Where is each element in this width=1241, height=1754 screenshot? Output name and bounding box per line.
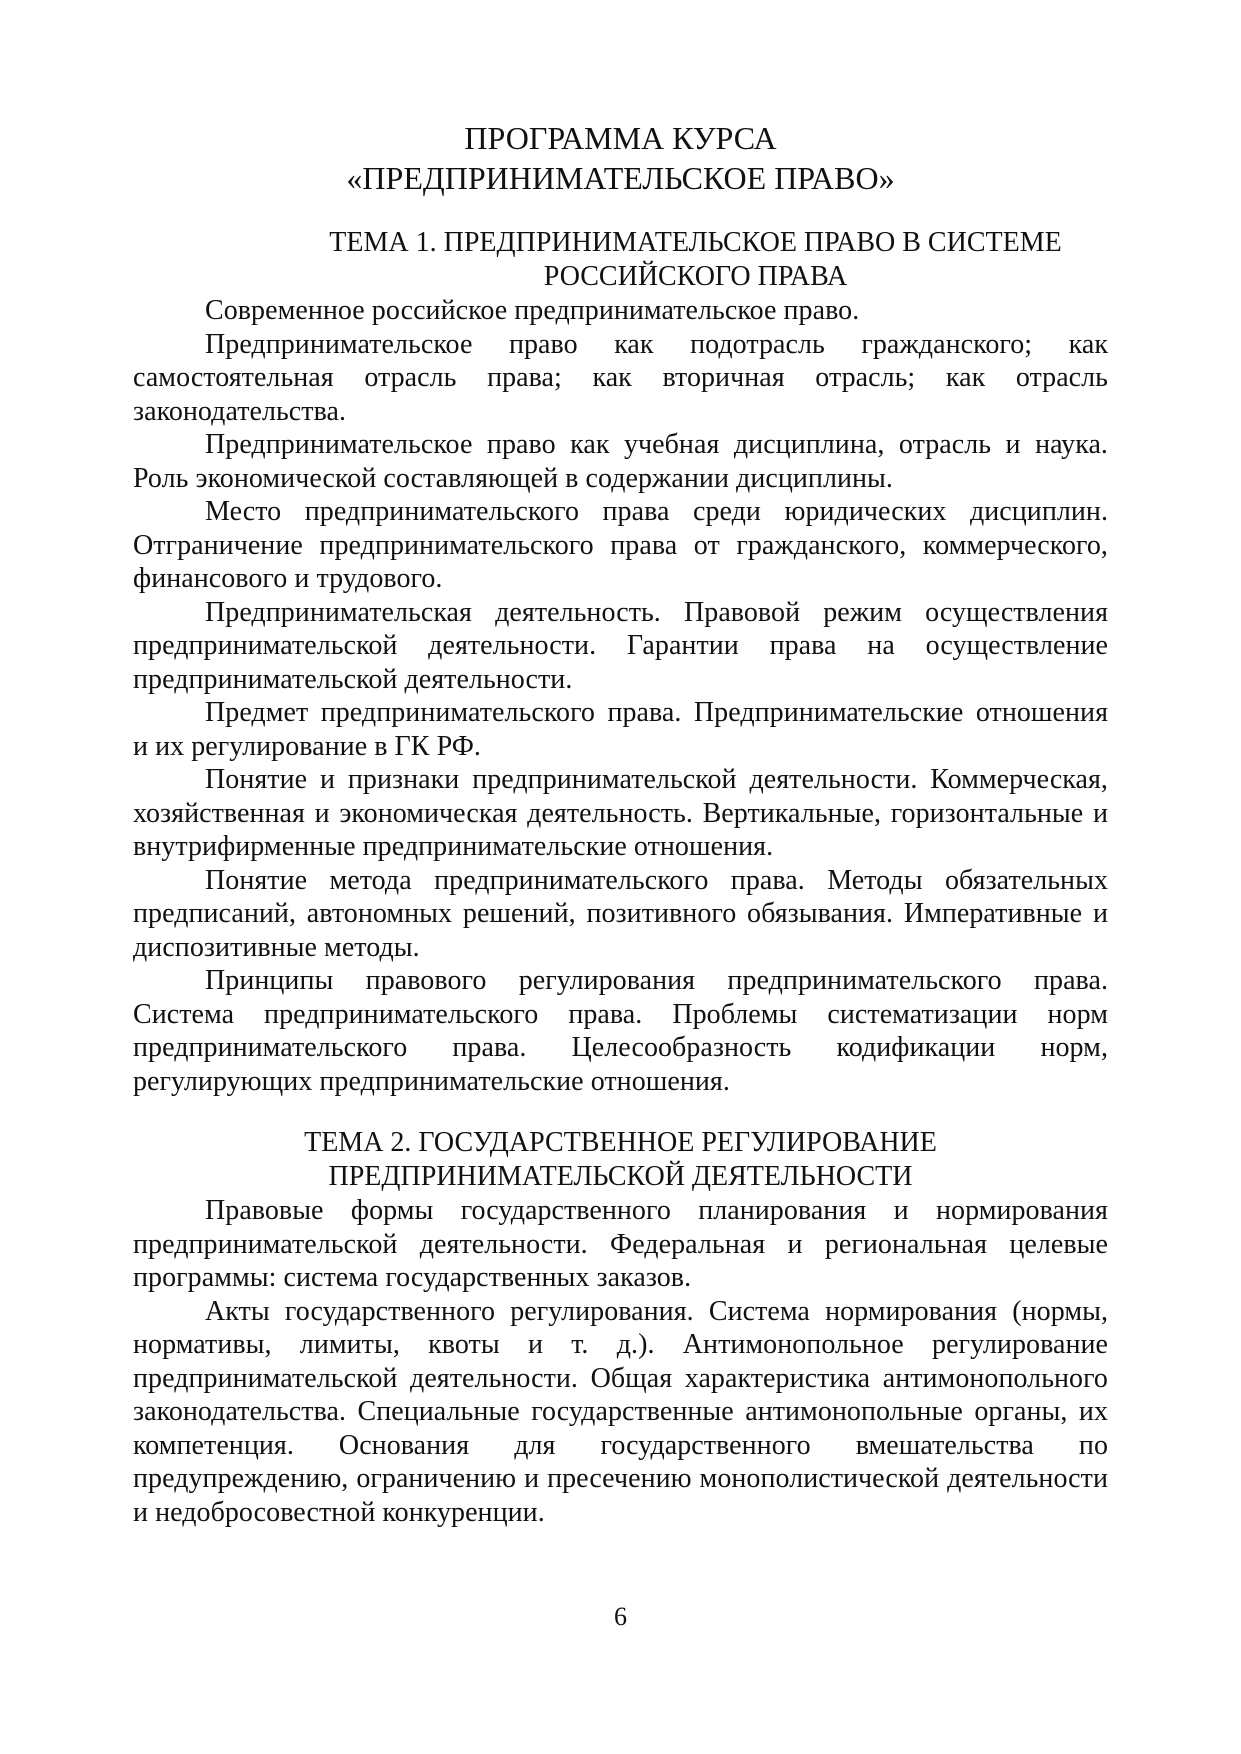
paragraph: Понятие метода предпринимательского права. Методы обязательных предписаний, автономных решений, позитивного обязывания. Императивные и диспозитивные методы. [133, 864, 1108, 963]
section-topic-1 [133, 226, 1108, 1098]
page-title [0, 118, 1241, 198]
section-heading-line-1: ТЕМА 1. ПРЕДПРИНИМАТЕЛЬСКОЕ ПРАВО В СИСТЕМЕ [329, 227, 1062, 258]
section-heading [133, 1126, 1108, 1194]
paragraph: Правовые формы государственного планирования и нормирования предпринимательской деятельности. Федеральная и региональная целевые программы: система государственных заказов. [133, 1195, 1108, 1293]
paragraph: Предмет предпринимательского права. Предпринимательские отношения и их регулирование в ГК РФ. [133, 697, 1108, 762]
section-heading-line-2: ПРЕДПРИНИМАТЕЛЬСКОЙ ДЕЯТЕЛЬНОСТИ [328, 1161, 913, 1192]
section-heading-line-1: ТЕМА 2. ГОСУДАРСТВЕННОЕ РЕГУЛИРОВАНИЕ [304, 1127, 937, 1158]
paragraph: Предпринимательское право как подотрасль гражданского; как самостоятельная отрасль права; как вторичная отрасль; как отрасль законодательства. [133, 328, 1108, 427]
paragraph: Предпринимательское право как учебная дисциплина, отрасль и наука. Роль экономической составляющей в содержании дисциплины. [133, 429, 1108, 494]
paragraph: Принципы правового регулирования предпринимательского права. Система предпринимательского права. Проблемы систематизации норм предпринимательского права. Целесообразность кодификации норм, регулирующих предпринимательские отношения. [133, 965, 1108, 1097]
page-title-line-1: ПРОГРАММА КУРСА [464, 120, 777, 156]
paragraph: Акты государственного регулирования. Система нормирования (нормы, нормативы, лимиты, квоты и т. д.). Антимонопольное регулирование предпринимательской деятельности. Общая характеристика антимонопольного законодательства. Специальные государственные антимонопольные органы, их компетенция. Основания для государственного вмешательства по предупреждению, ограничению и пресечению монополистической деятельности и недобросовестной конкуренции. [133, 1295, 1108, 1528]
section-topic-2 [133, 1126, 1108, 1529]
paragraph: Современное российское предпринимательское право. [205, 295, 860, 326]
section-heading [133, 226, 1108, 294]
paragraph: Понятие и признаки предпринимательской деятельности. Коммерческая, хозяйственная и экономическая деятельность. Вертикальные, горизонтальные и внутрифирменные предпринимательские отношения. [133, 764, 1108, 862]
paragraph: Место предпринимательского права среди юридических дисциплин. Отграничение предпринимательского права от гражданского, коммерческого, финансового и трудового. [133, 496, 1108, 594]
section-heading-line-2: РОССИЙСКОГО ПРАВА [543, 261, 848, 292]
page-number: 6 [614, 1602, 627, 1631]
paragraph: Предпринимательская деятельность. Правовой режим осуществления предпринимательской деятельности. Гарантии права на осуществление предпринимательской деятельности. [133, 596, 1108, 695]
page-title-line-2: «ПРЕДПРИНИМАТЕЛЬСКОЕ ПРАВО» [346, 160, 895, 196]
